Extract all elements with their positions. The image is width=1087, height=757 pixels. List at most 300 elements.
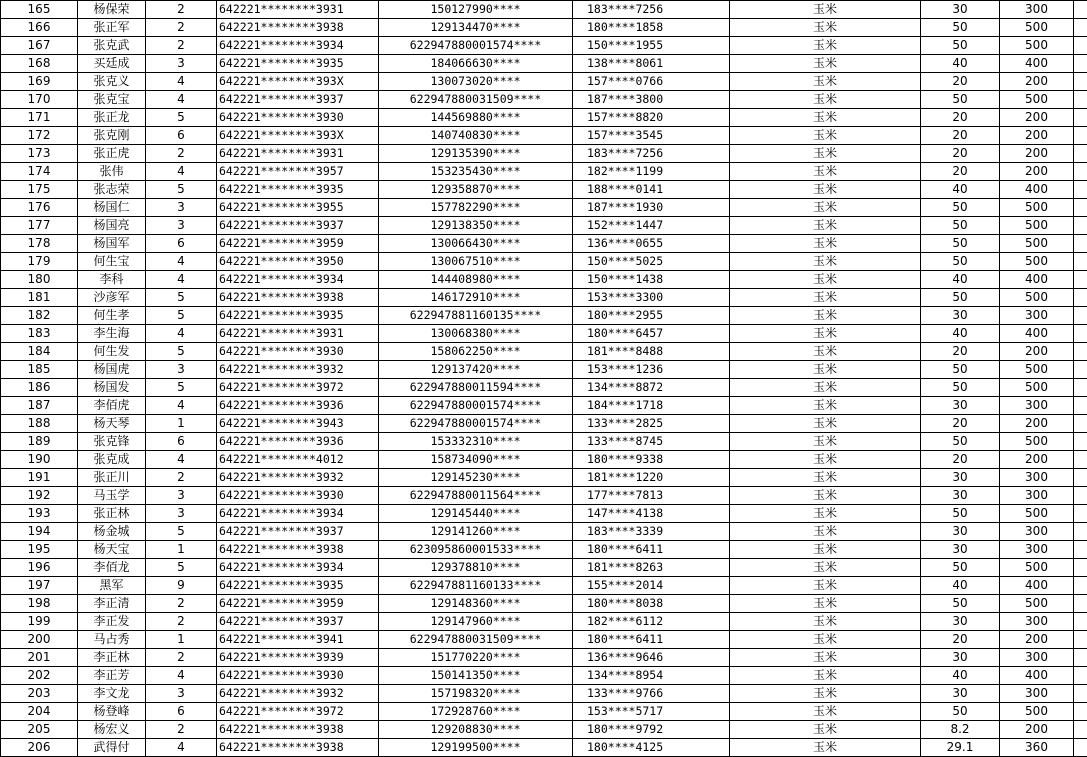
account-number-cell: 129145230**** [379, 469, 573, 487]
name-cell: 杨金城 [78, 523, 146, 541]
household-size-cell: 3 [146, 361, 217, 379]
amount-cell: 300 [1000, 685, 1074, 703]
account-number-cell: 150127990**** [379, 1, 573, 19]
household-size-cell: 4 [146, 739, 217, 757]
row-number-cell: 179 [1, 253, 78, 271]
phone-cell: 157****3545 [573, 127, 730, 145]
crop-cell: 玉米 [730, 343, 921, 361]
account-number-cell: 130067510**** [379, 253, 573, 271]
area-cell: 40 [921, 271, 1000, 289]
amount-cell: 400 [1000, 181, 1074, 199]
empty-cell [1074, 361, 1087, 379]
id-number-cell: 642221********3972 [217, 379, 379, 397]
amount-cell: 500 [1000, 37, 1074, 55]
empty-cell [1074, 721, 1087, 739]
crop-cell: 玉米 [730, 127, 921, 145]
empty-cell [1074, 703, 1087, 721]
area-cell: 30 [921, 649, 1000, 667]
crop-cell: 玉米 [730, 451, 921, 469]
crop-cell: 玉米 [730, 523, 921, 541]
crop-cell: 玉米 [730, 37, 921, 55]
amount-cell: 500 [1000, 235, 1074, 253]
row-number-cell: 174 [1, 163, 78, 181]
area-cell: 50 [921, 559, 1000, 577]
table-row [1, 415, 1087, 433]
name-cell: 张克锋 [78, 433, 146, 451]
phone-cell: 184****1718 [573, 397, 730, 415]
phone-cell: 133****2825 [573, 415, 730, 433]
area-cell: 20 [921, 343, 1000, 361]
row-number-cell: 190 [1, 451, 78, 469]
crop-cell: 玉米 [730, 703, 921, 721]
row-number-cell: 166 [1, 19, 78, 37]
name-cell: 张克宝 [78, 91, 146, 109]
row-number-cell: 165 [1, 1, 78, 19]
table-row [1, 739, 1087, 757]
area-cell: 30 [921, 1, 1000, 19]
id-number-cell: 642221********3931 [217, 325, 379, 343]
empty-cell [1074, 235, 1087, 253]
name-cell: 何生孝 [78, 307, 146, 325]
amount-cell: 300 [1000, 487, 1074, 505]
amount-cell: 400 [1000, 667, 1074, 685]
area-cell: 50 [921, 361, 1000, 379]
household-size-cell: 4 [146, 271, 217, 289]
phone-cell: 138****8061 [573, 55, 730, 73]
area-cell: 20 [921, 109, 1000, 127]
household-size-cell: 5 [146, 181, 217, 199]
name-cell: 张正龙 [78, 109, 146, 127]
row-number-cell: 186 [1, 379, 78, 397]
name-cell: 李正清 [78, 595, 146, 613]
name-cell: 马占秀 [78, 631, 146, 649]
crop-cell: 玉米 [730, 271, 921, 289]
table-row [1, 433, 1087, 451]
amount-cell: 500 [1000, 703, 1074, 721]
name-cell: 马玉学 [78, 487, 146, 505]
row-number-cell: 195 [1, 541, 78, 559]
crop-cell: 玉米 [730, 739, 921, 757]
name-cell: 李佰龙 [78, 559, 146, 577]
id-number-cell: 642221********3938 [217, 541, 379, 559]
row-number-cell: 177 [1, 217, 78, 235]
amount-cell: 300 [1000, 649, 1074, 667]
account-number-cell: 153235430**** [379, 163, 573, 181]
id-number-cell: 642221********3932 [217, 685, 379, 703]
empty-cell [1074, 19, 1087, 37]
empty-cell [1074, 307, 1087, 325]
household-size-cell: 4 [146, 667, 217, 685]
account-number-cell: 129148360**** [379, 595, 573, 613]
household-size-cell: 3 [146, 685, 217, 703]
crop-cell: 玉米 [730, 73, 921, 91]
row-number-cell: 183 [1, 325, 78, 343]
account-number-cell: 622947880011564**** [379, 487, 573, 505]
name-cell: 黑军 [78, 577, 146, 595]
empty-cell [1074, 541, 1087, 559]
crop-cell: 玉米 [730, 1, 921, 19]
name-cell: 杨国虎 [78, 361, 146, 379]
empty-cell [1074, 739, 1087, 757]
household-size-cell: 6 [146, 235, 217, 253]
id-number-cell: 642221********3930 [217, 667, 379, 685]
amount-cell: 300 [1000, 469, 1074, 487]
crop-cell: 玉米 [730, 685, 921, 703]
phone-cell: 183****7256 [573, 1, 730, 19]
id-number-cell: 642221********3935 [217, 55, 379, 73]
area-cell: 50 [921, 217, 1000, 235]
household-size-cell: 5 [146, 559, 217, 577]
id-number-cell: 642221********3937 [217, 217, 379, 235]
empty-cell [1074, 253, 1087, 271]
area-cell: 50 [921, 289, 1000, 307]
area-cell: 20 [921, 631, 1000, 649]
table-row [1, 307, 1087, 325]
account-number-cell: 623095860001533**** [379, 541, 573, 559]
crop-cell: 玉米 [730, 631, 921, 649]
row-number-cell: 196 [1, 559, 78, 577]
empty-cell [1074, 55, 1087, 73]
name-cell: 何生宝 [78, 253, 146, 271]
id-number-cell: 642221********3932 [217, 361, 379, 379]
empty-cell [1074, 685, 1087, 703]
phone-cell: 180****9792 [573, 721, 730, 739]
table-row [1, 109, 1087, 127]
amount-cell: 500 [1000, 91, 1074, 109]
table-row [1, 577, 1087, 595]
area-cell: 30 [921, 397, 1000, 415]
household-size-cell: 5 [146, 343, 217, 361]
row-number-cell: 172 [1, 127, 78, 145]
amount-cell: 500 [1000, 19, 1074, 37]
empty-cell [1074, 397, 1087, 415]
id-number-cell: 642221********3934 [217, 37, 379, 55]
phone-cell: 181****8263 [573, 559, 730, 577]
area-cell: 20 [921, 127, 1000, 145]
name-cell: 杨国军 [78, 235, 146, 253]
empty-cell [1074, 559, 1087, 577]
id-number-cell: 642221********3937 [217, 613, 379, 631]
amount-cell: 500 [1000, 199, 1074, 217]
table-row [1, 289, 1087, 307]
row-number-cell: 192 [1, 487, 78, 505]
account-number-cell: 129145440**** [379, 505, 573, 523]
empty-cell [1074, 73, 1087, 91]
empty-cell [1074, 37, 1087, 55]
row-number-cell: 180 [1, 271, 78, 289]
crop-cell: 玉米 [730, 361, 921, 379]
id-number-cell: 642221********3930 [217, 343, 379, 361]
id-number-cell: 642221********3934 [217, 271, 379, 289]
row-number-cell: 194 [1, 523, 78, 541]
account-number-cell: 129358870**** [379, 181, 573, 199]
id-number-cell: 642221********393X [217, 73, 379, 91]
phone-cell: 134****8872 [573, 379, 730, 397]
household-size-cell: 3 [146, 199, 217, 217]
empty-cell [1074, 523, 1087, 541]
crop-cell: 玉米 [730, 253, 921, 271]
table-row [1, 703, 1087, 721]
empty-cell [1074, 289, 1087, 307]
crop-cell: 玉米 [730, 415, 921, 433]
amount-cell: 200 [1000, 127, 1074, 145]
crop-cell: 玉米 [730, 559, 921, 577]
table-row [1, 325, 1087, 343]
empty-cell [1074, 415, 1087, 433]
household-size-cell: 2 [146, 19, 217, 37]
amount-cell: 300 [1000, 523, 1074, 541]
empty-cell [1074, 199, 1087, 217]
table-row [1, 361, 1087, 379]
area-cell: 50 [921, 91, 1000, 109]
phone-cell: 182****1199 [573, 163, 730, 181]
phone-cell: 153****3300 [573, 289, 730, 307]
household-size-cell: 2 [146, 649, 217, 667]
name-cell: 李正芳 [78, 667, 146, 685]
account-number-cell: 172928760**** [379, 703, 573, 721]
id-number-cell: 642221********4012 [217, 451, 379, 469]
account-number-cell: 144569880**** [379, 109, 573, 127]
amount-cell: 200 [1000, 721, 1074, 739]
empty-cell [1074, 577, 1087, 595]
phone-cell: 181****1220 [573, 469, 730, 487]
name-cell: 张志荣 [78, 181, 146, 199]
name-cell: 李科 [78, 271, 146, 289]
amount-cell: 300 [1000, 613, 1074, 631]
account-number-cell: 129135390**** [379, 145, 573, 163]
empty-cell [1074, 469, 1087, 487]
area-cell: 29.1 [921, 739, 1000, 757]
area-cell: 30 [921, 523, 1000, 541]
row-number-cell: 173 [1, 145, 78, 163]
household-size-cell: 2 [146, 595, 217, 613]
empty-cell [1074, 181, 1087, 199]
crop-cell: 玉米 [730, 433, 921, 451]
household-size-cell: 3 [146, 55, 217, 73]
phone-cell: 152****1447 [573, 217, 730, 235]
name-cell: 何生发 [78, 343, 146, 361]
area-cell: 40 [921, 325, 1000, 343]
area-cell: 50 [921, 253, 1000, 271]
household-size-cell: 6 [146, 703, 217, 721]
table-row [1, 469, 1087, 487]
phone-cell: 147****4138 [573, 505, 730, 523]
id-number-cell: 642221********3939 [217, 649, 379, 667]
empty-cell [1074, 217, 1087, 235]
row-number-cell: 189 [1, 433, 78, 451]
phone-cell: 187****1930 [573, 199, 730, 217]
crop-cell: 玉米 [730, 19, 921, 37]
row-number-cell: 170 [1, 91, 78, 109]
empty-cell [1074, 505, 1087, 523]
account-number-cell: 151770220**** [379, 649, 573, 667]
table-row [1, 1, 1087, 19]
name-cell: 杨宏义 [78, 721, 146, 739]
area-cell: 20 [921, 73, 1000, 91]
row-number-cell: 176 [1, 199, 78, 217]
household-size-cell: 5 [146, 289, 217, 307]
area-cell: 40 [921, 667, 1000, 685]
table-row [1, 397, 1087, 415]
id-number-cell: 642221********3930 [217, 487, 379, 505]
name-cell: 李正发 [78, 613, 146, 631]
phone-cell: 183****3339 [573, 523, 730, 541]
empty-cell [1074, 613, 1087, 631]
household-size-cell: 4 [146, 397, 217, 415]
account-number-cell: 129141260**** [379, 523, 573, 541]
row-number-cell: 206 [1, 739, 78, 757]
area-cell: 30 [921, 613, 1000, 631]
name-cell: 张克义 [78, 73, 146, 91]
crop-cell: 玉米 [730, 325, 921, 343]
id-number-cell: 642221********3936 [217, 397, 379, 415]
row-number-cell: 203 [1, 685, 78, 703]
amount-cell: 500 [1000, 433, 1074, 451]
account-number-cell: 129137420**** [379, 361, 573, 379]
phone-cell: 183****7256 [573, 145, 730, 163]
crop-cell: 玉米 [730, 55, 921, 73]
id-number-cell: 642221********3938 [217, 19, 379, 37]
amount-cell: 300 [1000, 541, 1074, 559]
amount-cell: 400 [1000, 325, 1074, 343]
household-size-cell: 5 [146, 523, 217, 541]
empty-cell [1074, 595, 1087, 613]
id-number-cell: 642221********3957 [217, 163, 379, 181]
household-size-cell: 2 [146, 1, 217, 19]
row-number-cell: 185 [1, 361, 78, 379]
phone-cell: 133****9766 [573, 685, 730, 703]
household-size-cell: 1 [146, 415, 217, 433]
name-cell: 张伟 [78, 163, 146, 181]
area-cell: 50 [921, 595, 1000, 613]
row-number-cell: 188 [1, 415, 78, 433]
row-number-cell: 181 [1, 289, 78, 307]
phone-cell: 136****0655 [573, 235, 730, 253]
crop-cell: 玉米 [730, 649, 921, 667]
phone-cell: 153****5717 [573, 703, 730, 721]
amount-cell: 500 [1000, 595, 1074, 613]
id-number-cell: 642221********3955 [217, 199, 379, 217]
table-row [1, 541, 1087, 559]
name-cell: 张正川 [78, 469, 146, 487]
account-number-cell: 129208830**** [379, 721, 573, 739]
area-cell: 50 [921, 703, 1000, 721]
crop-cell: 玉米 [730, 469, 921, 487]
area-cell: 30 [921, 469, 1000, 487]
empty-cell [1074, 163, 1087, 181]
household-size-cell: 3 [146, 505, 217, 523]
id-number-cell: 642221********3936 [217, 433, 379, 451]
id-number-cell: 642221********3938 [217, 739, 379, 757]
phone-cell: 181****8488 [573, 343, 730, 361]
crop-cell: 玉米 [730, 199, 921, 217]
phone-cell: 177****7813 [573, 487, 730, 505]
household-size-cell: 2 [146, 145, 217, 163]
table-row [1, 613, 1087, 631]
empty-cell [1074, 91, 1087, 109]
row-number-cell: 205 [1, 721, 78, 739]
table-row [1, 217, 1087, 235]
row-number-cell: 200 [1, 631, 78, 649]
crop-cell: 玉米 [730, 505, 921, 523]
crop-cell: 玉米 [730, 235, 921, 253]
id-number-cell: 642221********3959 [217, 235, 379, 253]
account-number-cell: 622947880001574**** [379, 37, 573, 55]
id-number-cell: 642221********3937 [217, 91, 379, 109]
amount-cell: 500 [1000, 505, 1074, 523]
account-number-cell: 144408980**** [379, 271, 573, 289]
table-row [1, 163, 1087, 181]
id-number-cell: 642221********3938 [217, 289, 379, 307]
amount-cell: 360 [1000, 739, 1074, 757]
crop-cell: 玉米 [730, 145, 921, 163]
household-size-cell: 2 [146, 721, 217, 739]
amount-cell: 500 [1000, 559, 1074, 577]
empty-cell [1074, 379, 1087, 397]
table-row [1, 253, 1087, 271]
table-body [1, 1, 1087, 757]
area-cell: 30 [921, 487, 1000, 505]
name-cell: 张克武 [78, 37, 146, 55]
phone-cell: 180****8038 [573, 595, 730, 613]
table-row [1, 523, 1087, 541]
id-number-cell: 642221********3930 [217, 109, 379, 127]
area-cell: 20 [921, 145, 1000, 163]
table-row [1, 55, 1087, 73]
amount-cell: 300 [1000, 1, 1074, 19]
amount-cell: 500 [1000, 289, 1074, 307]
row-number-cell: 198 [1, 595, 78, 613]
account-number-cell: 129138350**** [379, 217, 573, 235]
household-size-cell: 9 [146, 577, 217, 595]
name-cell: 张正虎 [78, 145, 146, 163]
area-cell: 30 [921, 685, 1000, 703]
household-size-cell: 2 [146, 37, 217, 55]
crop-cell: 玉米 [730, 577, 921, 595]
household-size-cell: 4 [146, 451, 217, 469]
amount-cell: 300 [1000, 307, 1074, 325]
table-row [1, 91, 1087, 109]
household-size-cell: 6 [146, 127, 217, 145]
name-cell: 杨登峰 [78, 703, 146, 721]
household-size-cell: 2 [146, 613, 217, 631]
area-cell: 40 [921, 577, 1000, 595]
name-cell: 杨保荣 [78, 1, 146, 19]
empty-cell [1074, 271, 1087, 289]
empty-cell [1074, 1, 1087, 19]
row-number-cell: 193 [1, 505, 78, 523]
phone-cell: 180****1858 [573, 19, 730, 37]
name-cell: 李佰虎 [78, 397, 146, 415]
phone-cell: 136****9646 [573, 649, 730, 667]
empty-cell [1074, 433, 1087, 451]
area-cell: 20 [921, 415, 1000, 433]
phone-cell: 180****9338 [573, 451, 730, 469]
account-number-cell: 622947880011594**** [379, 379, 573, 397]
phone-cell: 182****6112 [573, 613, 730, 631]
amount-cell: 200 [1000, 163, 1074, 181]
crop-cell: 玉米 [730, 667, 921, 685]
row-number-cell: 168 [1, 55, 78, 73]
account-number-cell: 129378810**** [379, 559, 573, 577]
account-number-cell: 622947880031509**** [379, 631, 573, 649]
account-number-cell: 622947881160133**** [379, 577, 573, 595]
id-number-cell: 642221********3934 [217, 505, 379, 523]
account-number-cell: 157782290**** [379, 199, 573, 217]
name-cell: 杨国仁 [78, 199, 146, 217]
name-cell: 买廷成 [78, 55, 146, 73]
account-number-cell: 158734090**** [379, 451, 573, 469]
